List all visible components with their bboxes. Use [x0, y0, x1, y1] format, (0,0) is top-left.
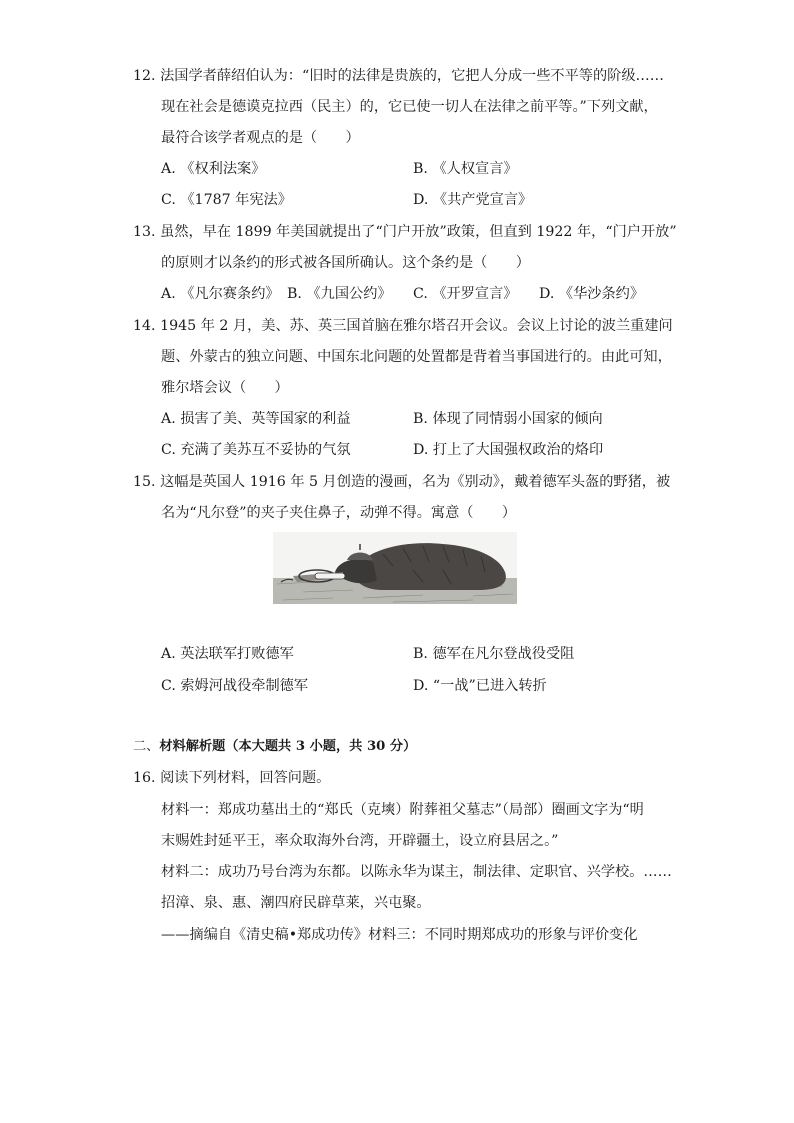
q16-line-2: 材料一：郑成功墓出土的“郑氏（克塽）附葬祖父墓志”（局部）圈画文字为“明: [161, 802, 644, 818]
q15-option-b: B. 德军在凡尔登战役受阻: [413, 646, 575, 662]
q14-option-c: C. 充满了美苏互不妥协的气氛: [161, 442, 351, 458]
q16-line-5: 招漳、泉、惠、潮四府民辟草莱，兴屯聚。: [161, 895, 431, 911]
q12-option-a: A. 《权利法案》: [161, 161, 266, 177]
q15-option-a: A. 英法联军打败德军: [161, 646, 294, 662]
q16-line-1: 16. 阅读下列材料，回答问题。: [133, 770, 331, 786]
q14-option-b: B. 体现了同情弱小国家的倾向: [413, 411, 603, 427]
q15-line-1: 15. 这幅是英国人 1916 年 5 月创造的漫画，名为《别动》，戴着德军头盔的野猪，被: [133, 474, 671, 490]
q16-line-4: 材料二：成功乃号台湾为东都。以陈永华为谋主，制法律、定职官、兴学校。……: [161, 864, 672, 880]
q14-line-3: 雅尔塔会议（ ）: [161, 380, 289, 396]
section-2-heading: [133, 737, 416, 757]
q13-option-a: A. 《凡尔赛条约》: [161, 286, 280, 302]
q13-option-c: C. 《开罗宣言》: [413, 286, 518, 302]
q15-line-2: 名为“凡尔登”的夹子夹住鼻子，动弹不得。寓意（ ）: [161, 505, 517, 521]
q14-line-2: 题、外蒙古的独立问题、中国东北问题的处置都是背着当事国进行的。由此可知，: [161, 349, 672, 365]
q12-line-2: 现在社会是德谟克拉西（民主）的，它已使一切人在法律之前平等。”下列文献，: [161, 99, 658, 115]
cartoon-boar-trap-image: [273, 532, 517, 604]
q13-option-b: B. 《九国公约》: [287, 286, 392, 302]
q15-option-c: C. 索姆河战役牵制德军: [161, 678, 309, 694]
q13-line-2: 的原则才以条约的形式被各国所确认。这个条约是（ ）: [161, 255, 530, 271]
section-2-prefix: 二、: [133, 739, 160, 754]
q12-option-b: B. 《人权宣言》: [413, 161, 518, 177]
q12-line-1: 12. 法国学者薛绍伯认为：“旧时的法律是贵族的，它把人分成一些不平等的阶级……: [133, 68, 664, 84]
q15-option-d: D. “一战”已进入转折: [413, 678, 547, 694]
q14-line-1: 14. 1945 年 2 月，美、苏、英三国首脑在雅尔塔召开会议。会议上讨论的波兰重建问: [133, 318, 673, 334]
q12-option-d: D. 《共产党宣言》: [413, 192, 533, 208]
q16-line-6: ——摘编自《清史稿•郑成功传》材料三：不同时期郑成功的形象与评价变化: [161, 927, 638, 943]
q14-option-d: D. 打上了大国强权政治的烙印: [413, 442, 604, 458]
section-2-title: 材料解析题（本大题共 3 小题，共 30 分）: [159, 739, 417, 754]
q16-line-3: 末赐姓封延平王，率众取海外台湾，开辟疆土，设立府县居之。”: [161, 833, 559, 849]
q13-line-1: 13. 虽然，早在 1899 年美国就提出了“门户开放”政策，但直到 1922 年，“门户开放”: [133, 224, 677, 240]
q12-option-c: C. 《1787 年宪法》: [161, 192, 292, 208]
q14-option-a: A. 损害了美、英等国家的利益: [161, 411, 351, 427]
q12-line-3: 最符合该学者观点的是（ ）: [161, 130, 360, 146]
q13-option-d: D. 《华沙条约》: [539, 286, 645, 302]
